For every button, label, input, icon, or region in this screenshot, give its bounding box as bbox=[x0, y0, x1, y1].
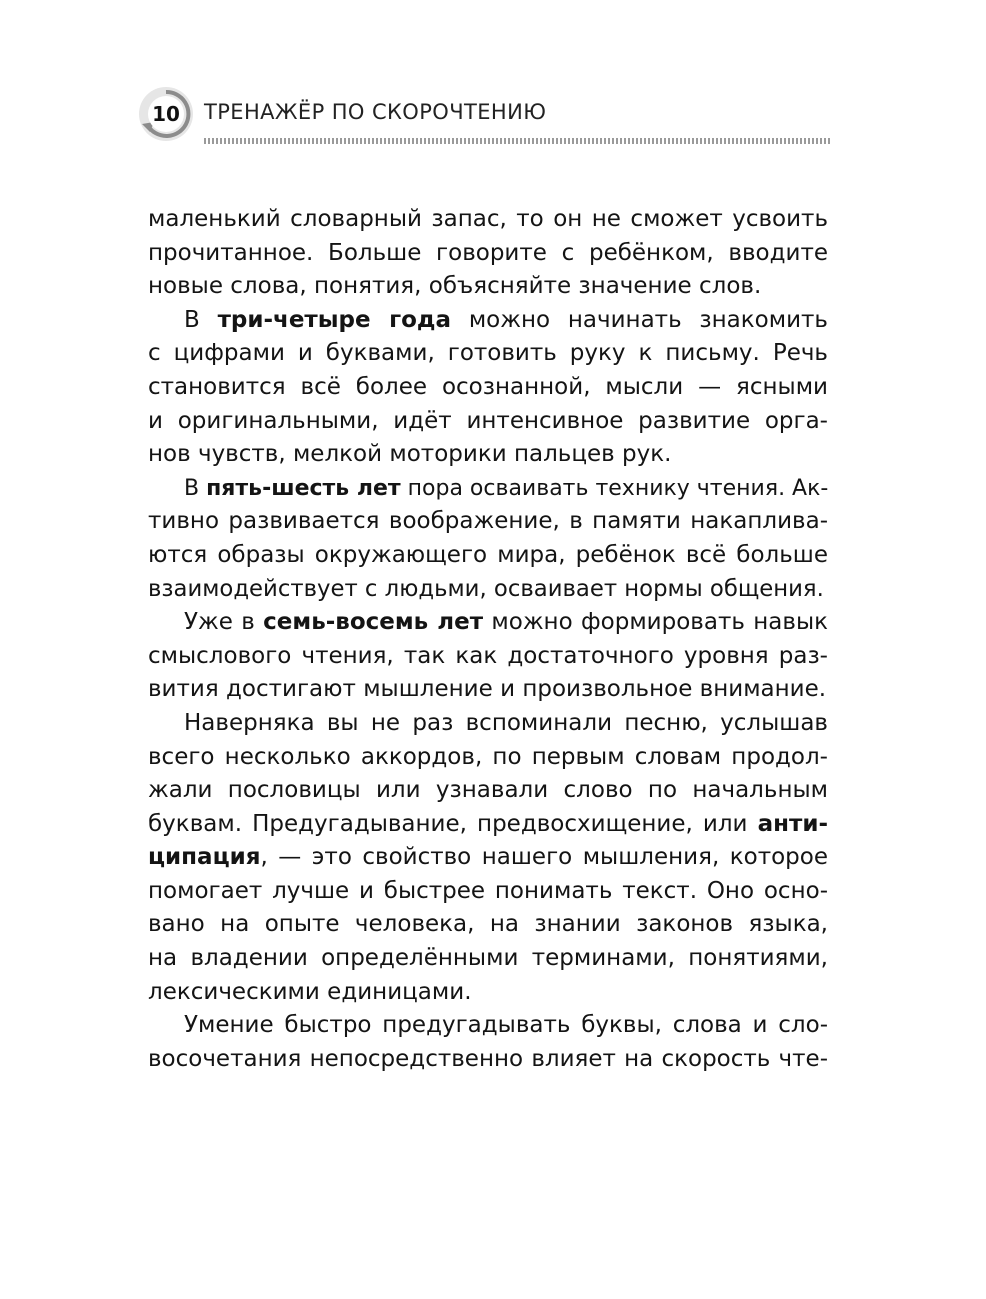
text-line: маленький словарный запас, то он не сможет усвоить bbox=[148, 206, 828, 232]
header-dotted-rule bbox=[204, 138, 830, 144]
text-run: можно формировать навык bbox=[483, 609, 828, 636]
text-line: лексическими единицами. bbox=[148, 978, 472, 1005]
text-line bbox=[148, 841, 828, 875]
text-run: Уже в bbox=[184, 609, 264, 636]
text-line: на владении определёнными терминами, понятиями, bbox=[148, 945, 828, 972]
text-line: вано на опыте человека, на знании законов языка, bbox=[148, 911, 828, 938]
body-text bbox=[148, 203, 828, 1076]
text-run: можно начинать знакомить bbox=[451, 306, 828, 333]
text-line bbox=[148, 808, 828, 842]
text-line: ются образы окружающего мира, ребёнок всё больше bbox=[148, 541, 828, 568]
text-line: всего несколько аккордов, по первым словам продол- bbox=[148, 743, 828, 770]
text-line: с цифрами и буквами, готовить руку к письму. Речь bbox=[148, 340, 828, 367]
text-run: пора осваивать технику чтения. Ак- bbox=[400, 475, 829, 501]
text-line bbox=[148, 304, 828, 338]
page-header bbox=[138, 86, 830, 148]
text-line bbox=[148, 472, 828, 506]
text-run: буквам. Предугадывание, предвосхищение, или bbox=[148, 810, 758, 837]
paragraph bbox=[148, 1009, 828, 1076]
paragraph bbox=[148, 707, 828, 1009]
text-run: В bbox=[184, 475, 207, 501]
text-line: жали пословицы или узнавали слово по начальным bbox=[148, 777, 828, 804]
text-line: новые слова, понятия, объясняйте значение слов. bbox=[148, 273, 762, 300]
running-title: ТРЕНАЖЁР ПО СКОРОЧТЕНИЮ bbox=[204, 100, 547, 124]
paragraph bbox=[148, 304, 828, 472]
text-line: Наверняка вы не раз вспоминали песню, услышав bbox=[184, 709, 828, 736]
page-number: 10 bbox=[152, 102, 180, 126]
text-run: , — это свойство нашего мышления, которое bbox=[260, 844, 828, 871]
text-line: смыслового чтения, так как достаточного уровня раз- bbox=[148, 642, 828, 669]
page-number-badge bbox=[138, 86, 194, 142]
emphasis: ципация bbox=[148, 844, 261, 871]
text-line: становится всё более осознанной, мысли — ясными bbox=[148, 373, 828, 400]
text-line: вития достигают мышление и произвольное внимание. bbox=[148, 676, 827, 703]
text-line: помогает лучше и быстрее понимать текст. Оно осно- bbox=[148, 877, 828, 904]
paragraph bbox=[148, 472, 828, 606]
text-line: и оригинальными, идёт интенсивное развитие орга- bbox=[148, 407, 828, 434]
text-line: нов чувств, мелкой моторики пальцев рук. bbox=[148, 441, 672, 468]
emphasis: семь-восемь лет bbox=[263, 609, 484, 636]
paragraph bbox=[148, 606, 828, 707]
emphasis: пять-шесть лет bbox=[206, 475, 401, 501]
text-line: прочитанное. Больше говорите с ребёнком, вводите bbox=[148, 239, 828, 266]
text-line: тивно развивается воображение, в памяти накаплива- bbox=[148, 508, 828, 535]
text-line: Умение быстро предугадывать буквы, слова и сло- bbox=[184, 1012, 828, 1039]
text-run: В bbox=[184, 306, 218, 333]
text-line: взаимодействует с людьми, осваивает нормы общения. bbox=[148, 575, 824, 602]
paragraph bbox=[148, 203, 828, 304]
text-line bbox=[148, 606, 828, 640]
emphasis: три-четыре года bbox=[217, 306, 452, 333]
text-line: восочетания непосредственно влияет на скорость чте- bbox=[148, 1045, 828, 1072]
emphasis: анти- bbox=[757, 810, 828, 837]
